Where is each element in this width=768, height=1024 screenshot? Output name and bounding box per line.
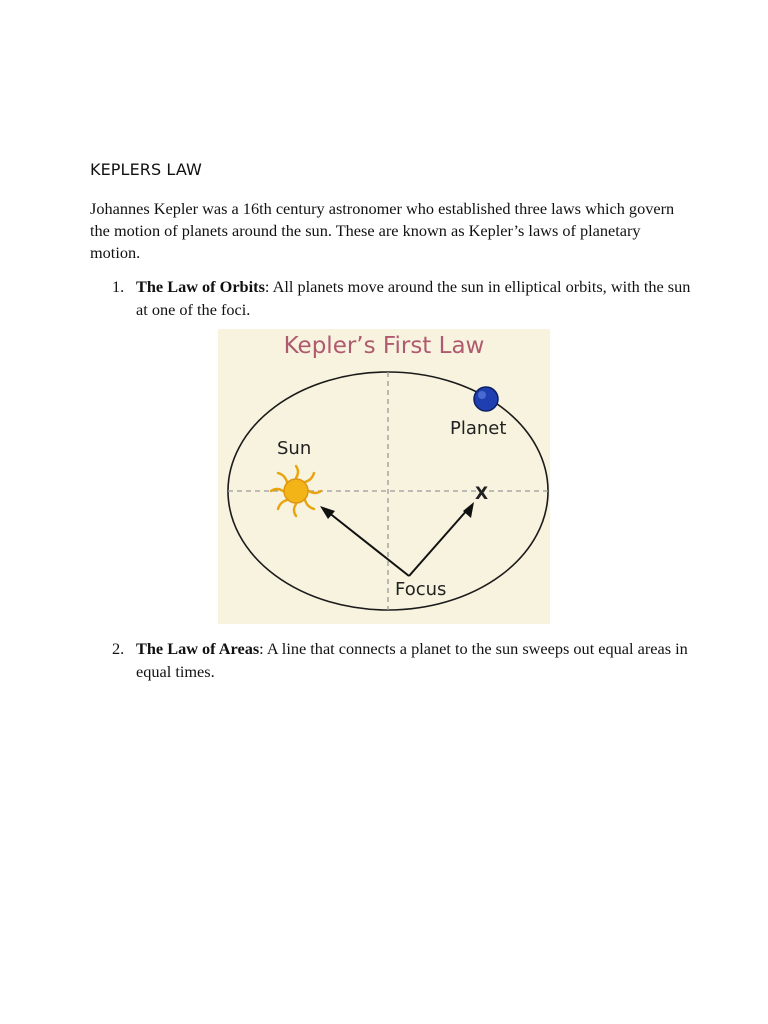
list-item-title: The Law of Areas	[136, 639, 260, 658]
x-mark-label: X	[475, 484, 489, 504]
list-number: 2.	[112, 639, 125, 658]
document-heading: KEPLERS LAW	[90, 160, 202, 179]
planet-icon	[474, 387, 498, 411]
arrow-to-x	[409, 509, 468, 576]
orbit-diagram	[218, 329, 550, 624]
sun-label: Sun	[277, 438, 312, 459]
list-item-law-of-orbits	[112, 275, 691, 321]
planet-label: Planet	[450, 418, 507, 439]
figure-title: Kepler’s First Law	[283, 333, 485, 359]
list-item-law-of-areas	[112, 637, 691, 683]
list-item-text: : A line that connects a planet to the sun sweeps out equal areas in equal times.	[136, 639, 688, 681]
arrow-head-x	[463, 502, 474, 518]
intro-paragraph: Johannes Kepler was a 16th century astronomer who established three laws which govern the motion of planets around the sun. These are known as Kepler’s laws of planetary motion.	[90, 199, 675, 262]
list-item-text: : All planets move around the sun in elliptical orbits, with the sun at one of the foci.	[136, 277, 691, 319]
keplers-first-law-figure	[218, 329, 550, 624]
list-item-title: The Law of Orbits	[136, 277, 265, 296]
arrow-head-sun	[320, 506, 335, 519]
list-number: 1.	[112, 277, 125, 296]
focus-label: Focus	[395, 579, 447, 600]
arrow-to-sun	[328, 512, 409, 576]
